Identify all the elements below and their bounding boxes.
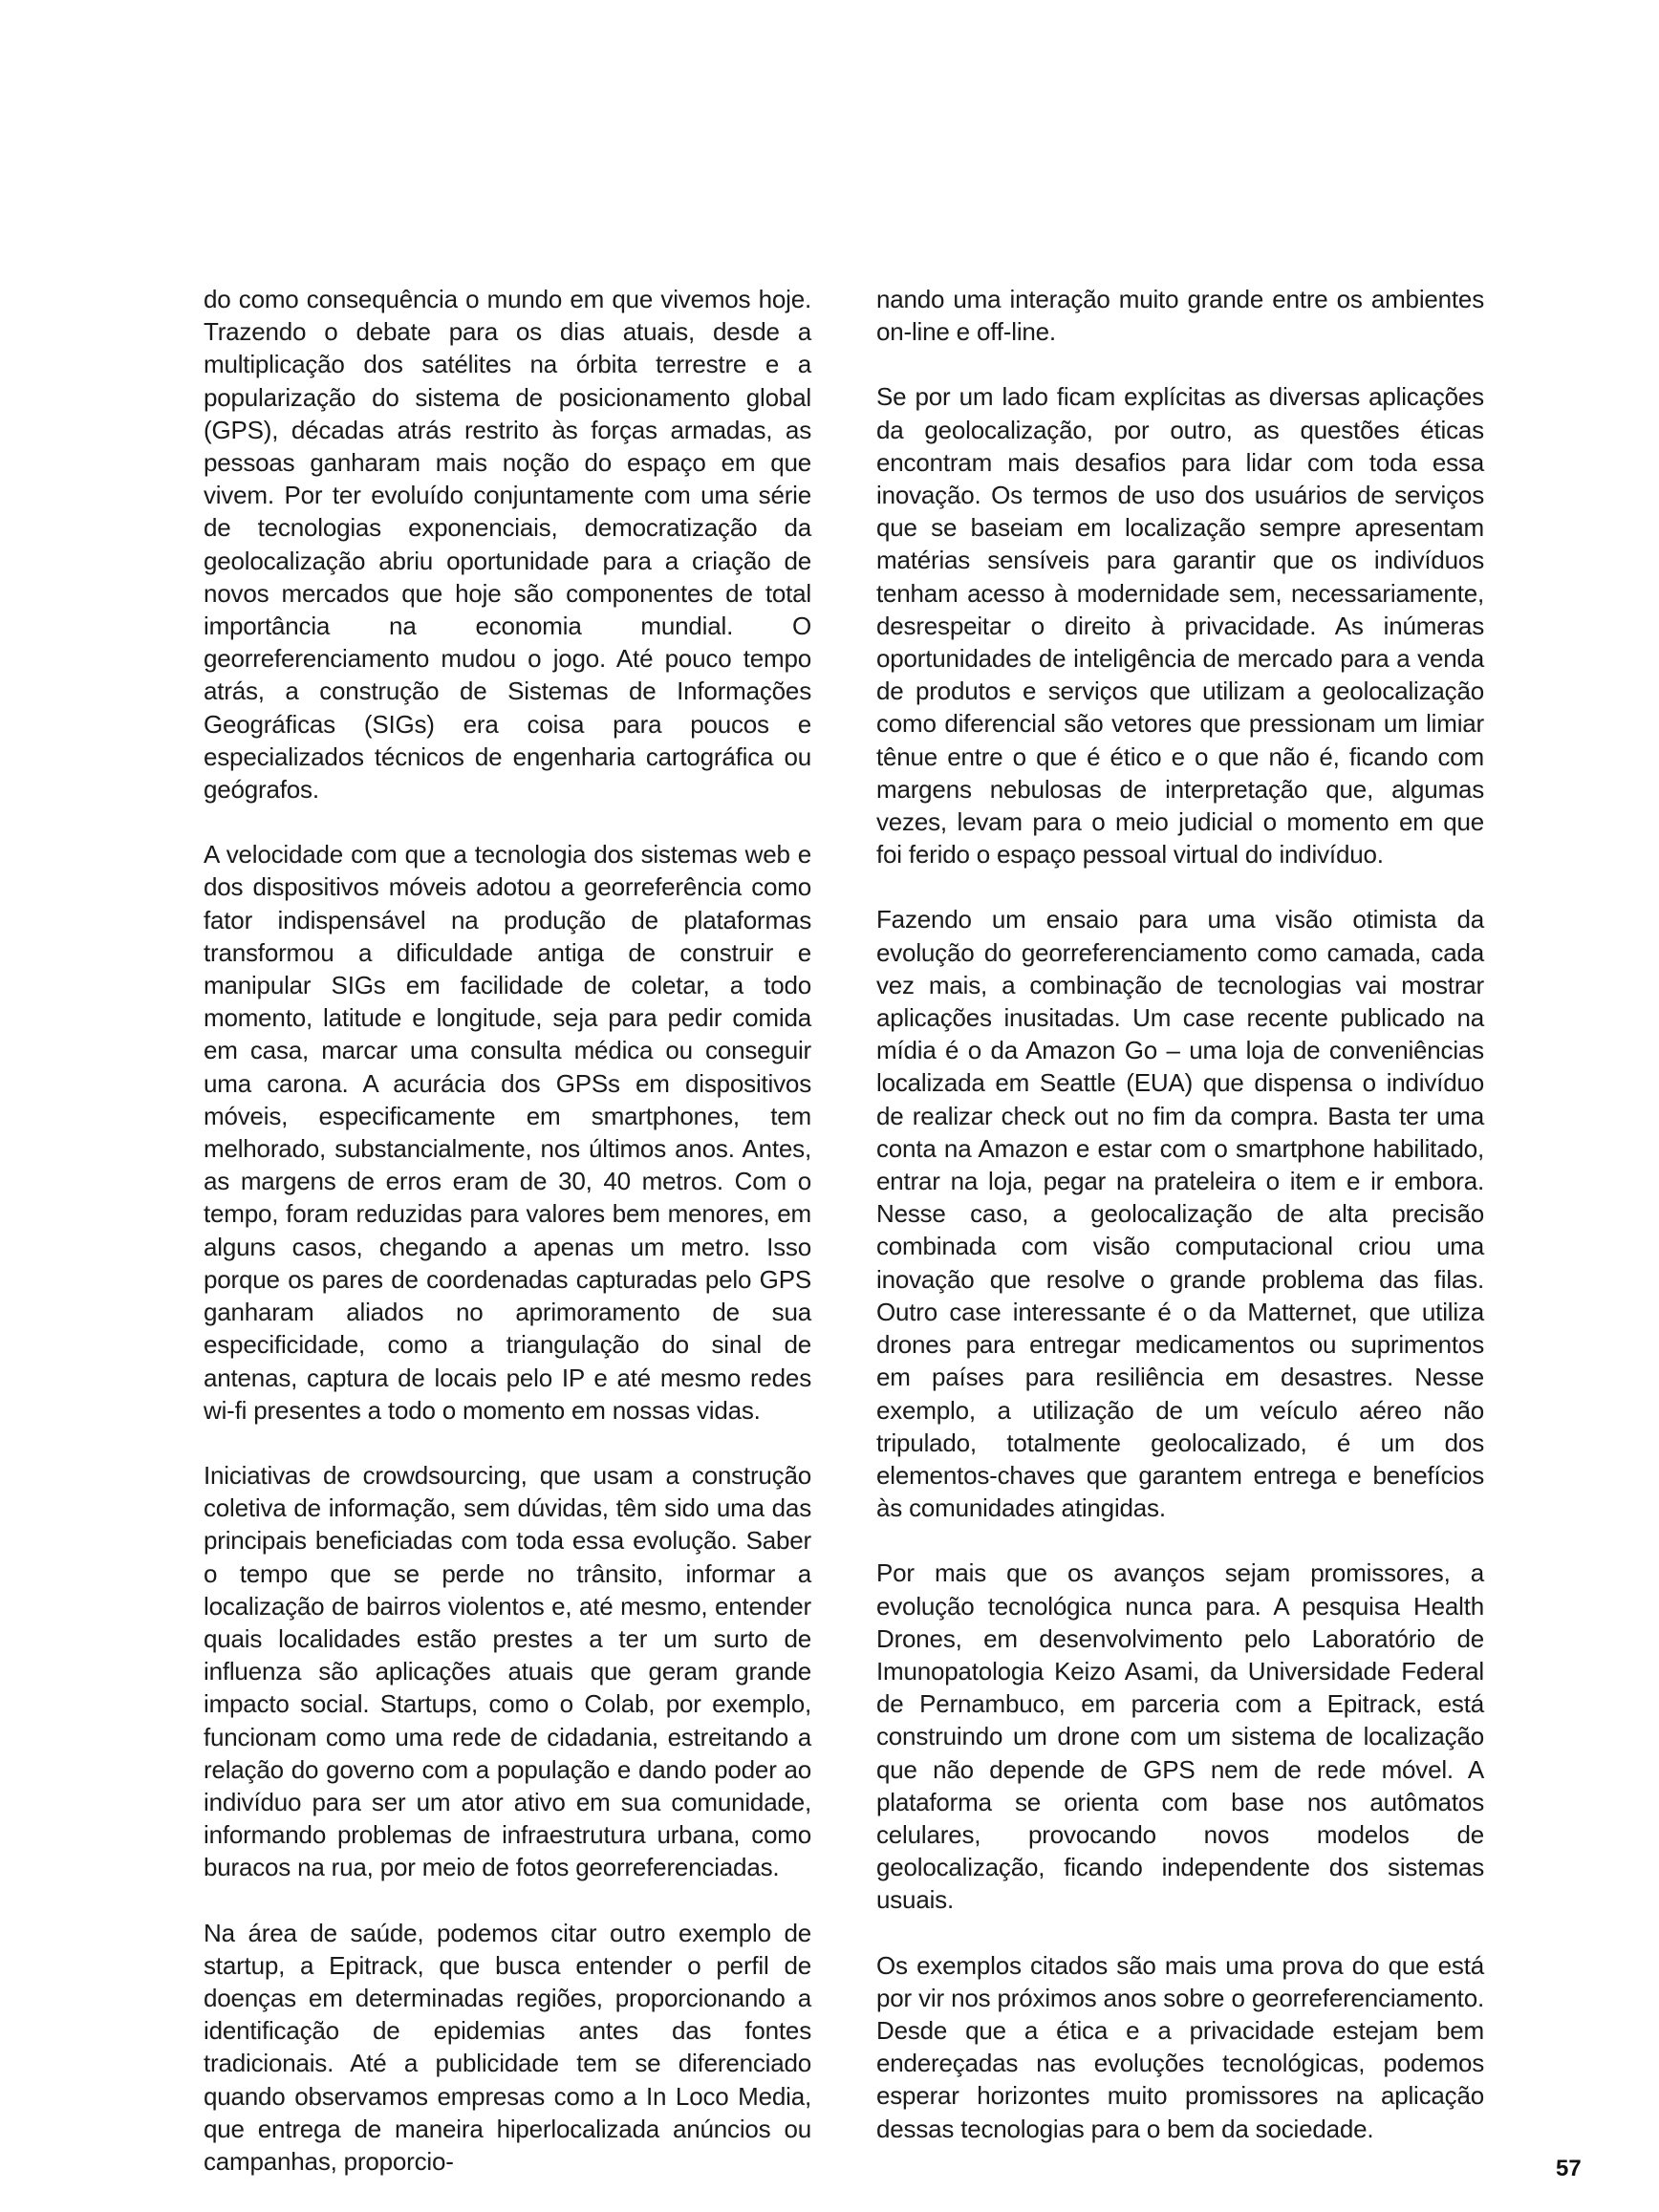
paragraph: Se por um lado ficam explícitas as diversas aplicações da geolocalização, por outro, as questões éticas encontram mais desafios para lidar com toda essa inovação. Os termos de uso dos usuários de serviços que se baseiam em localização sempre apresentam matérias sensíveis para garantir que os indivíduos tenham acesso à modernidade sem, necessariamente, desrespeitar o direito à privacidade. As inúmeras oportunidades de inteligência de mercado para a venda de produtos e serviços que utilizam a geolocalização como diferencial são vetores que pressionam um limiar tênue entre o que é ético e o que não é, ficando com margens nebulosas de interpretação que, algumas vezes, levam para o meio judicial o momento em que foi ferido o espaço pessoal virtual do indivíduo. <box>876 382 1484 870</box>
right-column <box>876 283 1484 2145</box>
paragraph: Por mais que os avanços sejam promissores, a evolução tecnológica nunca para. A pesquisa Health Drones, em desenvolvimento pelo Laboratório de Imunopatologia Keizo Asami, da Universidade Federal de Pernambuco, em parceria com a Epitrack, está construindo um drone com um sistema de localização que não depende de GPS nem de rede móvel. A plataforma se orienta com base nos autômatos celulares, provocando novos modelos de geolocalização, ficando independente dos sistemas usuais. <box>876 1558 1484 1915</box>
paragraph: Na área de saúde, podemos citar outro exemplo de startup, a Epitrack, que busca entender o perfil de doenças em determinadas regiões, proporcionando a identificação de epidemias antes das fontes tradicionais. Até a publicidade tem se diferenciado quando observamos empresas como a In Loco Media, que entrega de maneira hiperlocalizada anúncios ou campanhas, proporcio- <box>204 1918 811 2176</box>
paragraph: do como consequência o mundo em que vivemos hoje. Trazendo o debate para os dias atuais, desde a multiplicação dos satélites na órbita terrestre e a popularização do sistema de posicionamento global (GPS), décadas atrás restrito às forças armadas, as pessoas ganharam mais noção do espaço em que vivem. Por ter evoluído conjuntamente com uma série de tecnologias exponenciais, democratização da geolocalização abriu oportunidade para a criação de novos mercados que hoje são componentes de total importância na economia mundial. O georreferenciamento mudou o jogo. Até pouco tempo atrás, a construção de Sistemas de Informações Geográficas (SIGs) era coisa para poucos e especializados técnicos de engenharia cartográfica ou geógrafos. <box>204 285 811 805</box>
paragraph: A velocidade com que a tecnologia dos sistemas web e dos dispositivos móveis adotou a georreferência como fator indispensável na produção de plataformas transformou a dificuldade antiga de construir e manipular SIGs em facilidade de coletar, a todo momento, latitude e longitude, seja para pedir comida em casa, marcar uma consulta médica ou conseguir uma carona. A acurácia dos GPSs em dispositivos móveis, especificamente em smartphones, tem melhorado, substancialmente, nos últimos anos. Antes, as margens de erros eram de 30, 40 metros. Com o tempo, foram reduzidas para valores bem menores, em alguns casos, chegando a apenas um metro. Isso porque os pares de coordenadas capturadas pelo GPS ganharam aliados no aprimoramento de sua especificidade, como a triangulação do sinal de antenas, captura de locais pelo IP e até mesmo redes wi-fi presentes a todo o momento em nossas vidas. <box>204 840 811 1425</box>
paragraph: Os exemplos citados são mais uma prova do que está por vir nos próximos anos sobre o georreferenciamento. Desde que a ética e a privacidade estejam bem endereçadas nas evoluções tecnológicas, podemos esperar horizontes muito promissores na aplicação dessas tecnologias para o bem da sociedade. <box>876 1950 1484 2143</box>
page-number: 57 <box>1556 2156 1582 2181</box>
paragraph: Iniciativas de crowdsourcing, que usam a construção coletiva de informação, sem dúvidas, têm sido uma das principais beneficiadas com toda essa evolução. Saber o tempo que se perde no trânsito, informar a localização de bairros violentos e, até mesmo, entender quais localidades estão prestes a ter um surto de influenza são aplicações atuais que geram grande impacto social. Startups, como o Colab, por exemplo, funcionam como uma rede de cidadania, estreitando a relação do governo com a população e dando poder ao indivíduo para ser um ator ativo em sua comunidade, informando problemas de infraestrutura urbana, como buracos na rua, por meio de fotos georreferenciadas. <box>204 1460 811 1882</box>
paragraph: Fazendo um ensaio para uma visão otimista da evolução do georreferenciamento como camada, cada vez mais, a combinação de tecnologias vai mostrar aplicações inusitadas. Um case recente publicado na mídia é o da Amazon Go – uma loja de conveniências localizada em Seattle (EUA) que dispensa o indivíduo de realizar check out no fim da compra. Basta ter uma conta na Amazon e estar com o smartphone habilitado, entrar na loja, pegar na prateleira o item e ir embora. Nesse caso, a geolocalização de alta precisão combinada com visão computacional criou uma inovação que resolve o grande problema das filas. Outro case interessante é o da Matternet, que utiliza drones para entregar medicamentos ou suprimentos em países para resiliência em desastres. Nesse exemplo, a utilização de um veículo aéreo não tripulado, totalmente geolocalizado, é um dos elementos-chaves que garantem entrega e benefícios às comunidades atingidas. <box>876 905 1484 1523</box>
paragraph: nando uma interação muito grande entre os ambientes on-line e off-line. <box>876 285 1484 347</box>
left-column <box>204 283 811 2178</box>
